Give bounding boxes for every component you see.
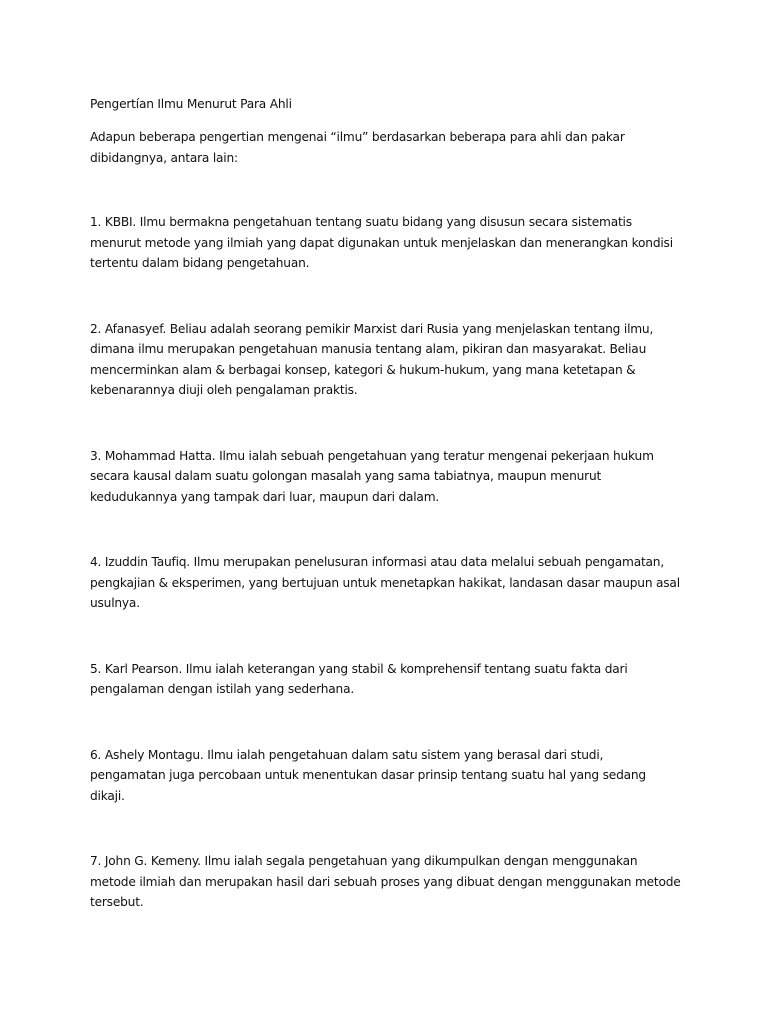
- intro-paragraph: Adapun beberapa pengertian mengenai “ilmu” berdasarkan beberapa para ahli dan pakar dibidangnya, antara lain:: [90, 130, 625, 165]
- document-title: Pengertían Ilmu Menurut Para Ahli: [90, 97, 292, 111]
- definition-item-1: 1. KBBI. Ilmu bermakna pengetahuan tentang suatu bidang yang disusun secara sistematis menurut metode yang ilmiah yang dapat digunakan untuk menjelaskan dan menerangkan kondisi tertentu dalam bidang pengetahuan.: [90, 215, 673, 270]
- document-body: [90, 94, 682, 958]
- definition-item-5: 5. Karl Pearson. Ilmu ialah keterangan yang stabil & komprehensif tentang suatu fakta dari pengalaman dengan istilah yang sederhana.: [90, 661, 628, 696]
- definition-item-6: 6. Ashely Montagu. Ilmu ialah pengetahuan dalam satu sistem yang berasal dari studi, pengamatan juga percobaan untuk menentukan dasar prinsip tentang suatu hal yang sedang dikaji.: [90, 747, 646, 803]
- definition-item-2: 2. Afanasyef. Beliau adalah seorang pemikir Marxist dari Rusia yang menjelaskan tentang ilmu, dimana ilmu merupakan pengetahuan manusia tentang alam, pikiran dan masyarakat. Beliau mencerminkan alam & berbagai konsep, kategori & hukum-hukum, yang mana ketetapan & kebenarannya diuji oleh pengalaman praktis.: [90, 321, 654, 397]
- definition-item-7: 7. John G. Kemeny. Ilmu ialah segala pengetahuan yang dikumpulkan dengan menggunakan metode ilmiah dan merupakan hasil dari sebuah proses yang dibuat dengan menggunakan metode tersebut.: [90, 854, 681, 909]
- definition-item-3: 3. Mohammad Hatta. Ilmu ialah sebuah pengetahuan yang teratur mengenai pekerjaan hukum secara kausal dalam suatu golongan masalah yang sama tabiatnya, maupun menurut kedudukannya yang tampak dari luar, maupun dari dalam.: [90, 448, 654, 504]
- definition-item-4: 4. Izuddin Taufiq. Ilmu merupakan penelusuran informasi atau data melalui sebuah pengamatan, pengkajian & eksperimen, yang bertujuan untuk menetapkan hakikat, landasan dasar maupun asal usulnya.: [90, 555, 680, 610]
